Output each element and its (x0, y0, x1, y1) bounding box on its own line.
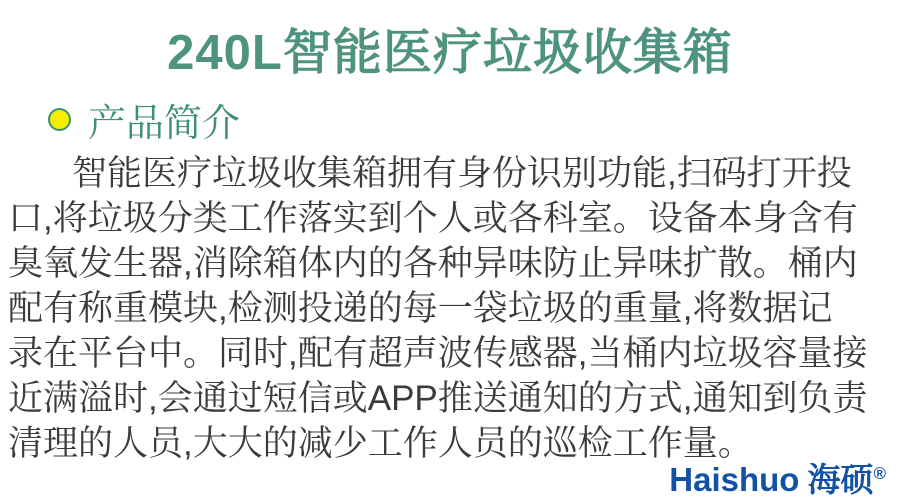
brand-logo-cjk: 海硕 (807, 463, 874, 499)
paragraph-line: 臭氧发生器,消除箱体内的各种异味防止异味扩散。桶内 (8, 244, 858, 283)
bullet-dot-icon (48, 108, 71, 131)
paragraph-line: 录在平台中。同时,配有超声波传感器,当桶内垃圾容量接 (8, 334, 868, 373)
brand-logo-latin: Haishuo (669, 461, 800, 498)
page-title: 240L智能医疗垃圾收集箱 (167, 26, 733, 80)
paragraph-line: 近满溢时,会通过短信或APP推送通知的方式,通知到负责 (8, 379, 868, 418)
section-header (48, 92, 240, 147)
product-description (8, 151, 896, 466)
paragraph-line: 智能医疗垃圾收集箱拥有身份识别功能,扫码打开投 (72, 154, 852, 193)
brand-logo (669, 454, 886, 501)
registered-trademark-icon: ® (873, 464, 886, 483)
section-heading: 产品简介 (88, 103, 241, 145)
paragraph-line: 口,将垃圾分类工作落实到个人或各科室。设备本身含有 (8, 199, 858, 238)
paragraph-line: 清理的人员,大大的减少工作人员的巡检工作量。 (8, 424, 753, 463)
paragraph-line: 配有称重模块,检测投递的每一袋垃圾的重量,将数据记 (8, 289, 833, 328)
